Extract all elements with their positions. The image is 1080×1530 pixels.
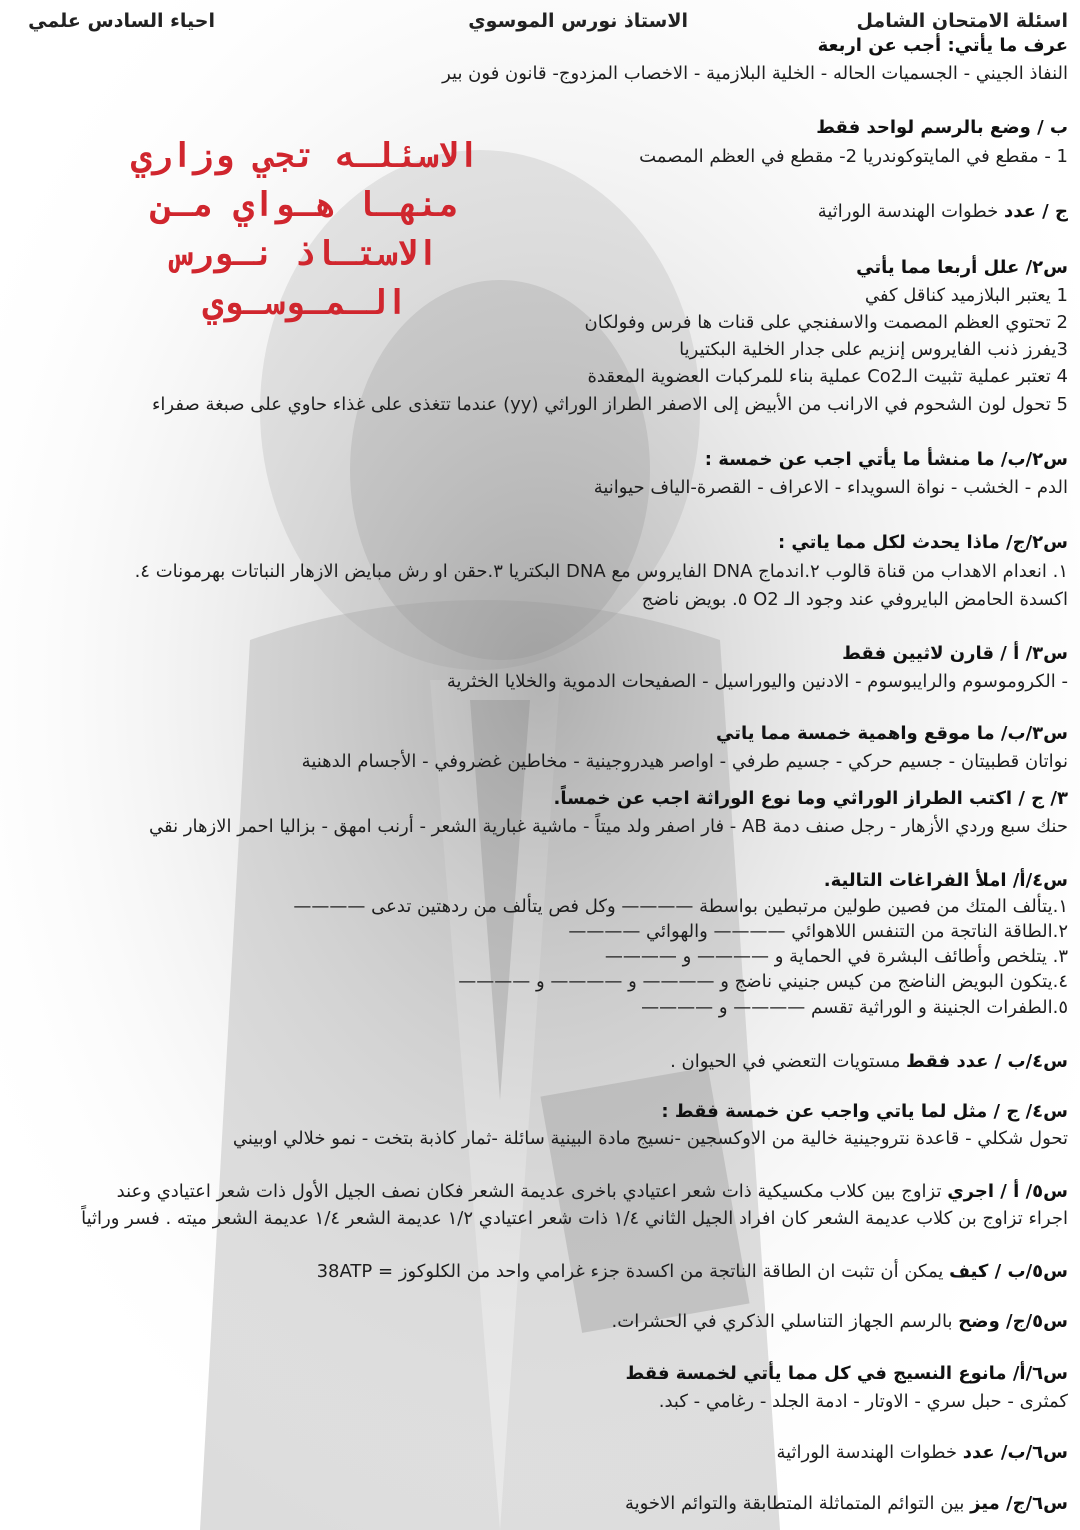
question-2b-title: س٢/ب/ ما منشأ ما يأتي اجب عن خمسة : xyxy=(704,449,1068,470)
question-1c xyxy=(818,200,1068,224)
question-label: س٦/ج/ ميز xyxy=(970,1493,1068,1514)
promo-line: منهـا هـواي مـن xyxy=(151,185,459,225)
question-label: س٥/ب / كيف xyxy=(949,1261,1068,1282)
question-3b-items: نواتان قطبيتان - جسيم حركي - جسيم طرفي - اواصر هيدروجينية - مخاطين غضروفي - الأجسام الدهنية xyxy=(301,751,1068,772)
question-5a xyxy=(117,1180,1068,1204)
question-4c-title: س٤/ ج / مثل لما ياتي واجب عن خمسة فقط : xyxy=(661,1101,1068,1122)
question-label: س٥/ أ / اجري xyxy=(947,1181,1068,1202)
promo-line: الاسئلـه تجي وزاري xyxy=(131,136,479,176)
question-text: خطوات الهندسة الوراثية xyxy=(817,201,999,222)
question-4a-item: ٥.الطفرات الجنينة و الوراثية تقسم ———— و ———— xyxy=(641,997,1068,1018)
question-5c xyxy=(612,1310,1068,1334)
question-5b xyxy=(317,1260,1068,1284)
question-6a-items: كمثرى - حبل سري - الاوتار - ادمة الجلد - رغامي - كبد. xyxy=(658,1391,1068,1412)
question-2c-title: س٢/ج/ ماذا يحدث لكل مما ياتي : xyxy=(777,532,1068,553)
question-1a-title: عرف ما يأتي: أجب عن اربعة xyxy=(817,35,1068,56)
question-label: ج / عدد xyxy=(1003,201,1068,222)
question-text: مستويات التعضي في الحيوان . xyxy=(670,1051,901,1072)
question-2a-item: 2 تحتوي العظم المصمت والاسفنجي على قنات ها فرس وفولكان xyxy=(584,312,1068,333)
question-6b xyxy=(776,1441,1068,1465)
question-4a-item: ٣. يتلخص وأطائف البشرة في الحماية و ———— و ———— xyxy=(604,946,1068,967)
question-4a-item: ٤.يتكون البويض الناضج من كيس جنيني ناضج و ———— و ———— و ———— xyxy=(458,971,1068,992)
question-2c-items-cont: اكسدة الحامض البايروفي عند وجود الـ O2 ٥. بويض ناضج xyxy=(641,589,1068,610)
question-4a-item: ٢.الطاقة الناتجة من التنفس اللاهوائي ———— والهوائي ———— xyxy=(568,921,1068,942)
promo-note xyxy=(60,132,550,328)
question-3a-title: س٣/ أ / قارن لاثيين فقط xyxy=(842,643,1068,664)
question-text: تزاوج بين كلاب مكسيكية ذات شعر اعتيادي باخرى عديمة الشعر فكان نصف الجيل الأول ذات شعر اعتيادي وعند xyxy=(116,1181,942,1202)
question-text: بين التوائم المتماثلة المتطابقة والتوائم الاخوية xyxy=(624,1493,965,1514)
question-6c xyxy=(625,1492,1068,1516)
question-4a-title: س٤/أ/ املأ الفراغات التالية. xyxy=(823,870,1068,891)
question-2a-item: 4 تعتبر عملية تثبيت الـCo2 عملية بناء للمركبات العضوية المعقدة xyxy=(587,366,1068,387)
question-label: س٤/ب / عدد فقط xyxy=(906,1051,1068,1072)
question-2b-items: الدم - الخشب - نواة السويداء - الاعراف - القصرة-الياف حيوانية xyxy=(593,477,1068,498)
question-2a-item: 5 تحول لون الشحوم في الارانب من الأبيض إلى الاصفر الطراز الوراثي (yy) عندما تتغذى على غذاء حاوي على صبغة صفراء xyxy=(151,394,1068,415)
question-2a-title: س٢/ علل أربعا مما يأتي xyxy=(856,257,1068,278)
question-3c-title: ٣/ ج / اكتب الطراز الوراثي وما نوع الوراثة اجب عن خمساً. xyxy=(553,788,1068,809)
question-text: خطوات الهندسة الوراثية xyxy=(776,1442,957,1463)
promo-line: الاستـاذ نـورس xyxy=(171,234,439,274)
header-exam-title: اسئلة الامتحان الشامل xyxy=(856,10,1068,32)
question-label: س٦/ب/ عدد xyxy=(962,1442,1068,1463)
question-6a-title: س٦/أ/ مانوع النسيج في كل مما يأتي لخمسة فقط xyxy=(625,1363,1068,1384)
question-1b-title: ب / وضع بالرسم لواحد فقط xyxy=(816,117,1068,138)
question-1a-items: النفاذ الجيني - الجسميات الحاله - الخلية البلازمية - الاخصاب المزدوج- قانون فون بير xyxy=(442,63,1068,84)
question-1b-items: 1 - مقطع في المايتوكوندريا 2- مقطع في العظم المصمت xyxy=(639,146,1068,167)
question-4b xyxy=(670,1050,1068,1074)
header-subject: احياء السادس علمي xyxy=(28,10,215,32)
question-text: بالرسم الجهاز التناسلي الذكري في الحشرات. xyxy=(611,1311,953,1332)
question-3a-items: - الكروموسوم والرايبوسوم - الادنين واليوراسيل - الصفيحات الدموية والخلايا الخثرية xyxy=(446,671,1068,692)
question-3b-title: س٣/ب/ ما موقع واهمية خمسة مما ياتي xyxy=(716,723,1068,744)
question-3c-items: حنك سبع وردي الأزهار - رجل صنف دمة AB - فار اصفر ولد ميتاً - ماشية غبارية الشعر - أرنب امهق - بزاليا احمر الازهار نقي xyxy=(149,816,1068,837)
question-4a-item: ١.يتألف المتك من فصين طولين مرتبطين بواسطة ———— وكل فص يتألف من ردهتين تدعى ———— xyxy=(293,896,1068,917)
promo-line: الـمـوسـوي xyxy=(202,283,408,323)
question-label: س٥/ج/ وضح xyxy=(958,1311,1068,1332)
header-teacher-name: الاستاذ نورس الموسوي xyxy=(468,10,688,32)
question-2a-item: 1 يعتبر البلازميد كناقل كفي xyxy=(864,285,1068,306)
question-2a-item: 3يفرز ذنب الفايروس إنزيم على جدار الخلية البكتيريا xyxy=(679,339,1068,360)
question-2c-items: ١. انعدام الاهداب من قناة قالوب ٢.اندماج DNA الفايروس مع DNA البكتريا ٣.حقن او رش مبايض الازهار النباتات بهرمونات ٤. xyxy=(134,561,1068,582)
question-5a-cont: اجراء تزاوج بن كلاب عديمة الشعر كان افراد الجيل الثاني ١/٤ ذات شعر اعتيادي ١/٢ عديمة الشعر ١/٤ عديمة الشعر ميته . فسر وراثياً xyxy=(81,1208,1068,1229)
question-4c-items: تحول شكلي - قاعدة نتروجينية خالية من الاوكسجين -نسيج مادة البينية سائلة -ثمار كاذبة بتخت - نمو خلالي اوبيني xyxy=(232,1128,1068,1149)
question-text: يمكن أن تثبت ان الطاقة الناتجة من اكسدة جزء غرامي واحد من الكلوكوز = 38ATP xyxy=(316,1261,944,1282)
